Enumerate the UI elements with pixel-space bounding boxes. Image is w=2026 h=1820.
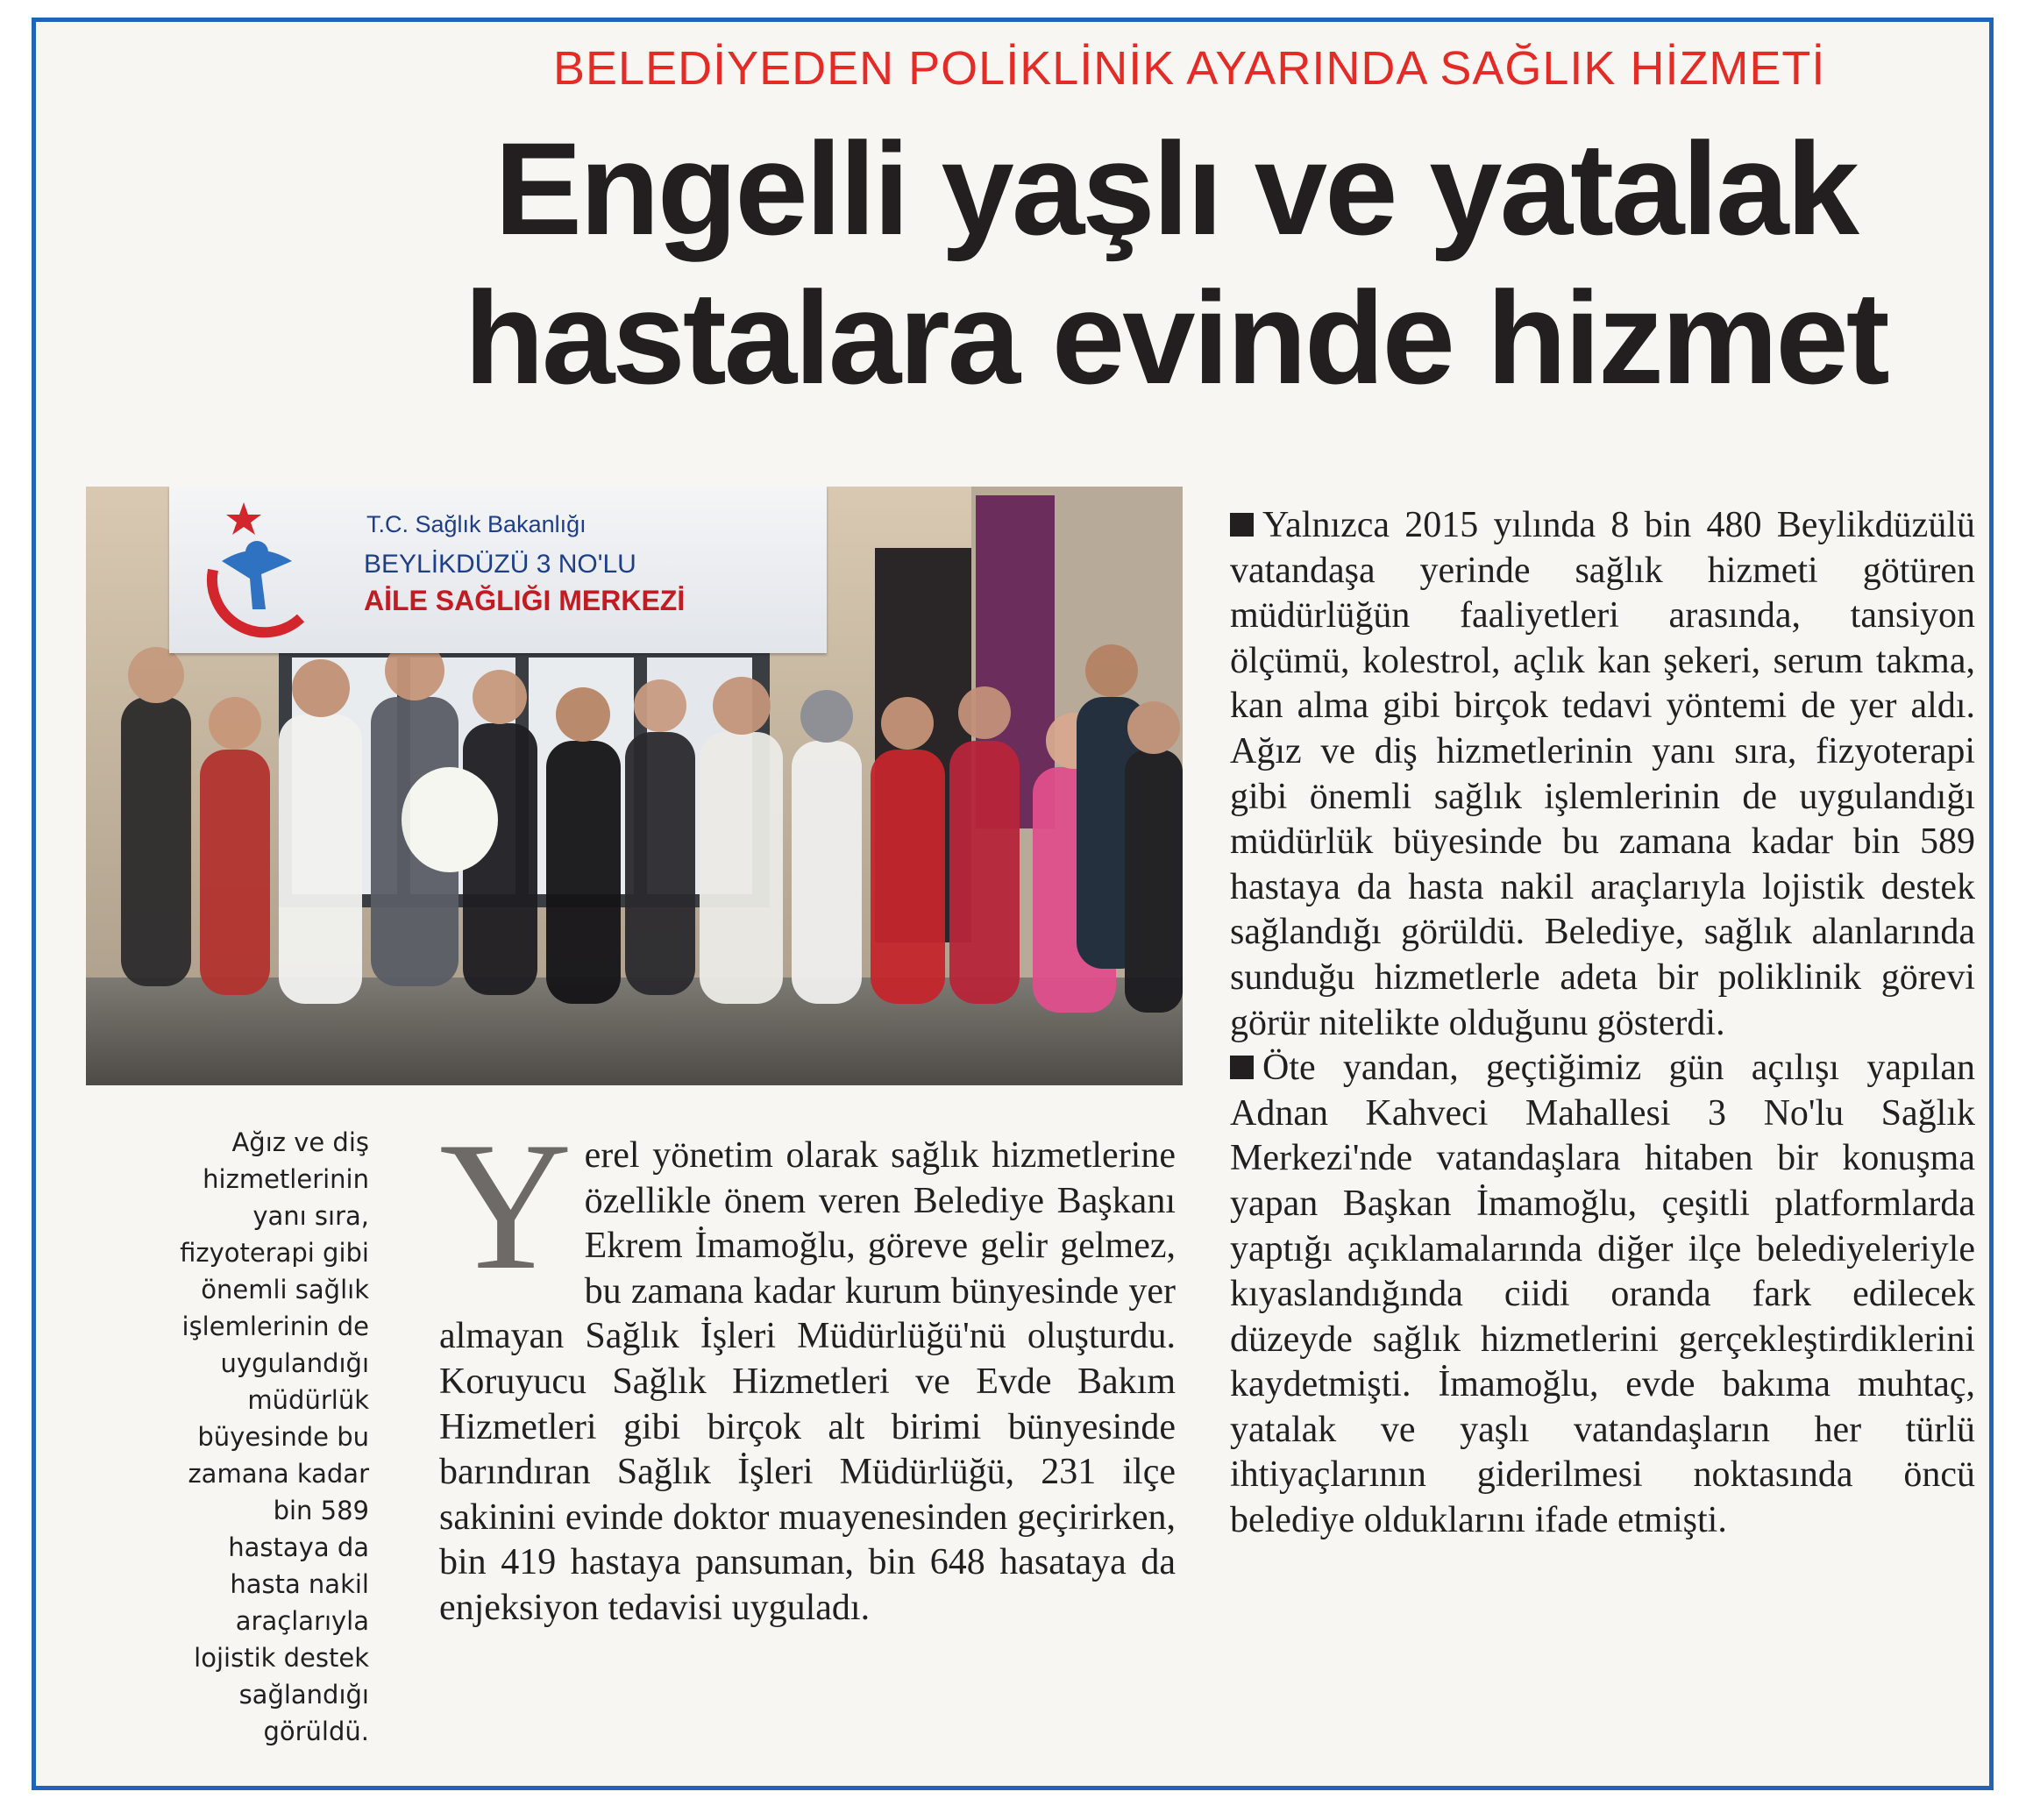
sign-ministry-name: T.C. Sağlık Bakanlığı xyxy=(366,511,586,537)
headline xyxy=(404,114,1947,412)
sign-district: BEYLİKDÜZÜ 3 NO'LU xyxy=(364,550,636,579)
health-ministry-logo xyxy=(178,487,353,653)
kicker: BELEDİYEDEN POLİKLİNİK AYARINDA SAĞLIK HİZMETİ xyxy=(553,42,1826,95)
drop-cap: Y xyxy=(439,1105,572,1308)
square-bullet-icon xyxy=(1230,1056,1254,1079)
paragraph-2-text: Öte yandan, geçtiğimiz gün açılışı yapılan Adnan Kahveci Mahallesi 3 No'lu Sağlık Merkezi'nde vatandaşlara hitaben bir konuşma yapan Başkan İmamoğlu, çeşitli platformlarda yaptığı açıklamalarında diğer ilçe belediyeleriyle kıyaslandığında ciidi oranda fark edilecek düzeyde sağlık hizmetlerini gerçekleştirdiklerini kaydetmişti. İmamoğlu, evde bakıma muhtaç, yatalak ve yaşlı vatandaşların her türlü ihtiyaçlarının giderilmesi noktasında öncü belediye olduklarını ifade etmişti. xyxy=(1230,1048,1975,1541)
photo-caption: Ağız ve diş hizmetlerinin yanı sıra, fizyoterapi gibi önemli sağlık işlemlerinin de uygulandığı müdürlük büyesinde bu zamana kadar bin 589 hastaya da hasta nakil araçlarıyla lojistik destek sağlandığı görüldü. xyxy=(180,1127,369,1746)
group-photo xyxy=(86,487,1183,1085)
bleed-through-texture xyxy=(45,57,60,141)
column-1-text: erel yönetim olarak sağlık hizmetlerine özellikle önem veren Belediye Başkanı Ekrem İmamoğlu, göreve gelir gelmez, bu zamana kadar kurum bünyesinde yer almayan Sağlık İşleri Müdürlüğü'nü oluşturdu. Koruyucu Sağlık Hizmetleri ve Evde Bakım Hizmetleri gibi birçok alt birimi bünyesinde barındıran Sağlık İşleri Müdürlüğü, 231 ilçe sakinini evinde doktor muayenesinden geçirirken, bin 419 hastaya pansuman, bin 648 hasataya da enjeksiyon tedavisi uyguladı. xyxy=(439,1135,1176,1628)
body-column-1 xyxy=(439,1105,1176,1738)
paragraph-1-text: Yalnızca 2015 yılında 8 bin 480 Beylikdüzülü vatandaşa yerinde sağlık hizmeti götüren müdürlüğün faaliyetleri arasında, tansiyon ölçümü, kolestrol, açlık kan şekeri, serum takma, kan alma gibi birçok tedavi yöntemi de yer aldı. Ağız ve diş hizmetlerinin yanı sıra, fizyoterapi gibi önemli sağlık işlemlerinin de uygulandığı müdürlük büyesinde bu zamana kadar bin 589 hastaya da hasta nakil araçlarıyla lojistik destek sağlandığı görüldü. Belediye, sağlık alanlarında sunduğu hizmetlerle adeta bir poliklinik görevi görür nitelikte olduğunu gösterdi. xyxy=(1230,505,1975,1043)
headline-line-2: hastalara evinde hizmet xyxy=(464,264,1887,411)
sign-center-name: AİLE SAĞLIĞI MERKEZİ xyxy=(364,585,686,616)
headline-line-1: Engelli yaşlı ve yatalak xyxy=(494,115,1857,262)
clinic-sign xyxy=(169,487,827,653)
body-column-2 xyxy=(1230,503,1975,1748)
paragraph-1 xyxy=(1230,503,1975,1046)
paragraph-2 xyxy=(1230,1046,1975,1544)
square-bullet-icon xyxy=(1230,513,1254,537)
clipping-frame xyxy=(32,18,1994,1790)
